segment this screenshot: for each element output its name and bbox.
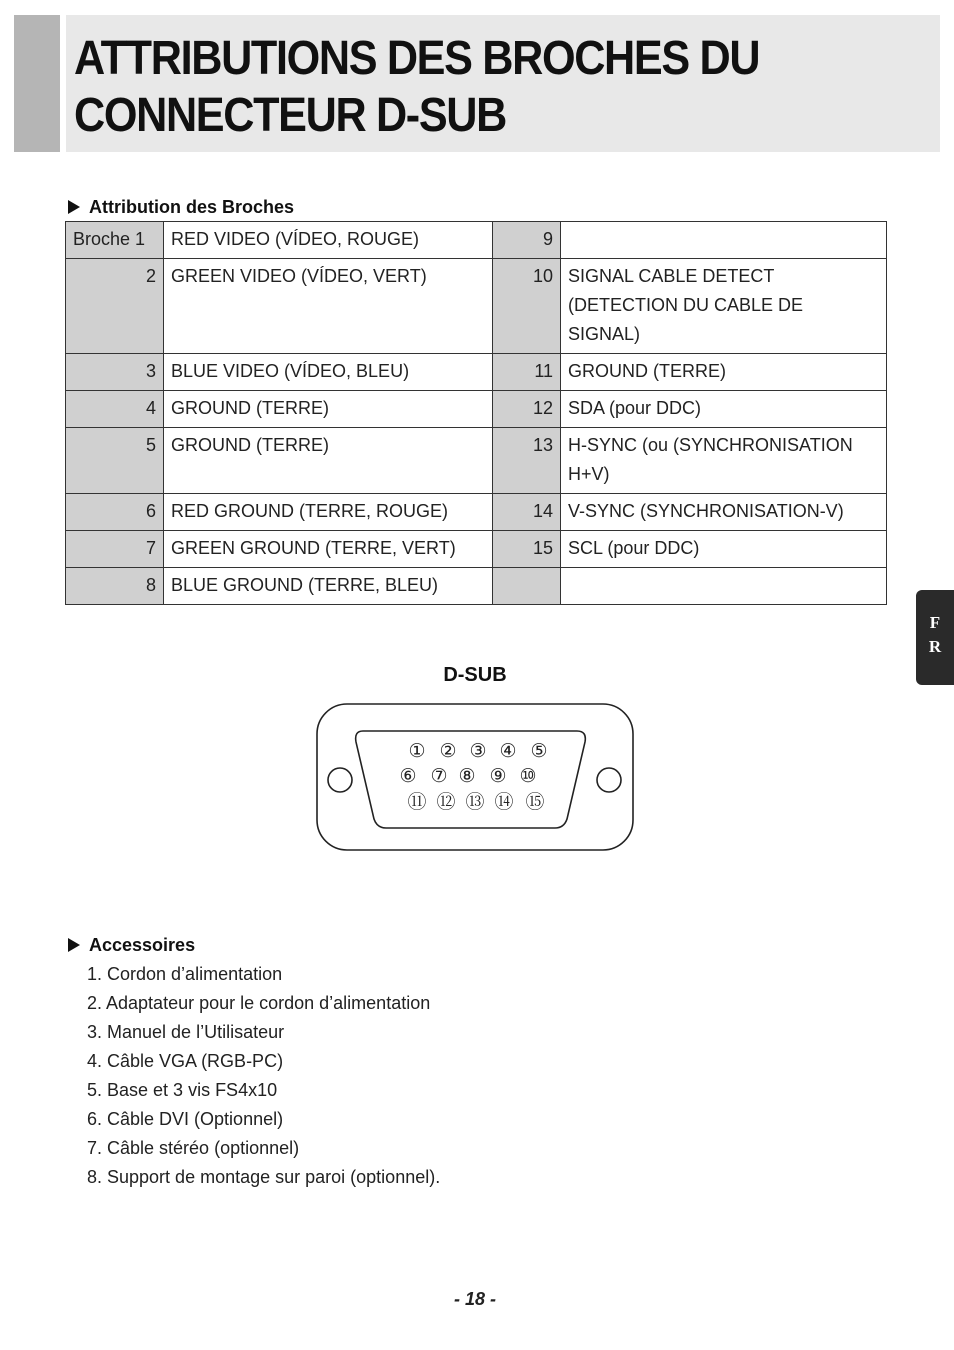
pin-13-label: ⑬ <box>465 791 485 813</box>
table-row <box>66 222 887 259</box>
mounting-screw-left <box>328 768 352 792</box>
pin-number: 11 <box>493 354 561 391</box>
pin-7-label: ⑦ <box>430 765 448 787</box>
triangle-bullet-icon <box>68 938 80 952</box>
pin-function: GROUND (TERRE) <box>164 428 493 494</box>
pin-14-label: ⑭ <box>494 791 514 813</box>
pin-8-label: ⑧ <box>458 765 476 787</box>
pin-function: RED GROUND (TERRE, ROUGE) <box>164 494 493 531</box>
pin-6-label: ⑥ <box>399 765 417 787</box>
pin-1-label: ① <box>408 740 426 762</box>
page-title <box>74 30 759 144</box>
table-row <box>66 259 887 354</box>
pin-function: SCL (pour DDC) <box>561 531 887 568</box>
triangle-bullet-icon <box>68 200 80 214</box>
pin-function: BLUE VIDEO (VÍDEO, BLEU) <box>164 354 493 391</box>
list-item: 7. Câble stéréo (optionnel) <box>87 1138 300 1158</box>
pin-number: 12 <box>493 391 561 428</box>
pin-function: GROUND (TERRE) <box>164 391 493 428</box>
d-sub-connector-diagram <box>315 702 635 852</box>
list-item: 4. Câble VGA (RGB-PC) <box>87 1051 284 1071</box>
pin-assignment-table <box>65 221 887 605</box>
pin-function: V-SYNC (SYNCHRONISATION-V) <box>561 494 887 531</box>
accessories-heading-text: Accessoires <box>89 935 196 955</box>
pin-number: 2 <box>66 259 164 354</box>
pin-number: 4 <box>66 391 164 428</box>
pin-function: BLUE GROUND (TERRE, BLEU) <box>164 568 493 605</box>
pin-10-label: ⑩ <box>519 765 537 787</box>
pin-function: GREEN VIDEO (VÍDEO, VERT) <box>164 259 493 354</box>
pin-number: 13 <box>493 428 561 494</box>
language-tab <box>916 590 954 685</box>
page-title-line-2: CONNECTEUR D-SUB <box>74 89 506 142</box>
pin-11-label: ⑪ <box>407 791 427 813</box>
pin-2-label: ② <box>439 740 457 762</box>
pin-number: 10 <box>493 259 561 354</box>
pin-number: 8 <box>66 568 164 605</box>
list-item: 8. Support de montage sur paroi (optionnel). <box>87 1167 441 1187</box>
pin-function <box>561 568 887 605</box>
table-row <box>66 568 887 605</box>
pin-3-label: ③ <box>469 740 487 762</box>
list-item: 1. Cordon d’alimentation <box>87 964 283 984</box>
pin-number: 3 <box>66 354 164 391</box>
pin-number: 6 <box>66 494 164 531</box>
table-row <box>66 531 887 568</box>
language-tab-letter-1: F <box>929 613 941 632</box>
pin-15-label: ⑮ <box>525 791 545 813</box>
pin-function: H-SYNC (ou (SYNCHRONISATION H+V) <box>561 428 887 494</box>
pin-12-label: ⑫ <box>436 791 456 813</box>
pin-function: SIGNAL CABLE DETECT (DETECTION DU CABLE DE SIGNAL) <box>561 259 887 354</box>
pin-number: Broche 1 <box>66 222 164 259</box>
pin-number <box>493 568 561 605</box>
language-tab-letter-2: R <box>928 637 942 656</box>
pin-section-heading <box>68 196 294 218</box>
list-item: 5. Base et 3 vis FS4x10 <box>87 1080 278 1100</box>
list-item: 2. Adaptateur pour le cordon d’alimentation <box>87 993 431 1013</box>
pin-9-label: ⑨ <box>489 765 507 787</box>
header-accent-bar <box>14 15 60 152</box>
pin-function: SDA (pour DDC) <box>561 391 887 428</box>
table-row <box>66 428 887 494</box>
pin-4-label: ④ <box>499 740 517 762</box>
mounting-screw-right <box>597 768 621 792</box>
table-row <box>66 354 887 391</box>
pin-number: 9 <box>493 222 561 259</box>
pin-number: 14 <box>493 494 561 531</box>
pin-function: GREEN GROUND (TERRE, VERT) <box>164 531 493 568</box>
list-item: 3. Manuel de l’Utilisateur <box>87 1022 285 1042</box>
list-item: 6. Câble DVI (Optionnel) <box>87 1109 284 1129</box>
table-row <box>66 391 887 428</box>
accessories-heading <box>68 934 195 956</box>
pin-number: 5 <box>66 428 164 494</box>
accessories-list <box>87 960 440 1192</box>
pin-function: GROUND (TERRE) <box>561 354 887 391</box>
pin-function: RED VIDEO (VÍDEO, ROUGE) <box>164 222 493 259</box>
pin-number: 15 <box>493 531 561 568</box>
page-number: - 18 - <box>453 1289 496 1309</box>
pin-function <box>561 222 887 259</box>
connector-label: D-SUB <box>443 664 507 686</box>
pin-number: 7 <box>66 531 164 568</box>
page-title-line-1: ATTRIBUTIONS DES BROCHES DU <box>74 32 760 85</box>
pin-5-label: ⑤ <box>530 740 548 762</box>
pin-section-heading-text: Attribution des Broches <box>89 197 295 217</box>
table-row <box>66 494 887 531</box>
